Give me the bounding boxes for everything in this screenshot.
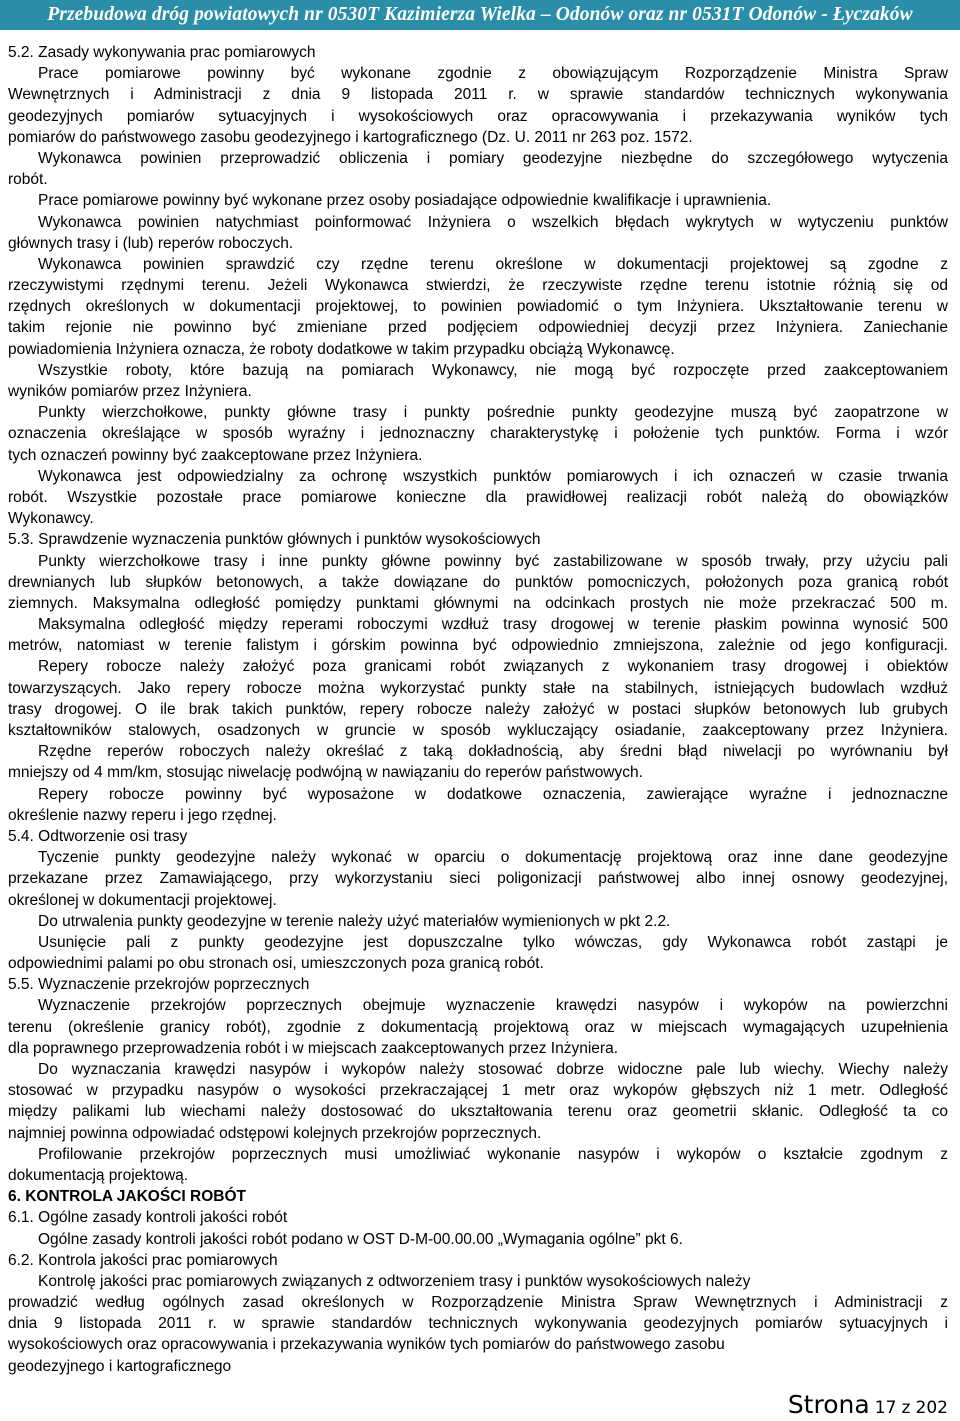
text-line: robót. Wszystkie pozostałe prace pomiarowe konieczne dla prawidłowej realizacji robót należą do obowiązków <box>8 488 948 506</box>
text-line: przekazane przez Zamawiającego, przy wykorzystaniu sieci poligonizacji państwowej albo innej osnowy geodezyjnej, <box>8 870 948 888</box>
footer-page-word: Strona <box>787 1390 870 1419</box>
text-line: Maksymalna odległość między reperami roboczymi wzdłuż trasy drogowej w terenie płaskim powinna wynosić 500 <box>38 616 948 634</box>
text-line: Wszystkie roboty, które bazują na pomiarach Wykonawcy, nie mogą być rozpoczęte przed zaakceptowaniem <box>38 361 948 379</box>
text-line: rzędnych określonych w dokumentacji projektowej, to powinien powiadomić o tym Inżyniera. Ukształtowanie terenu w <box>8 298 948 316</box>
text-line: rzeczywistymi rzędnymi terenu. Jeżeli Wykonawca stwierdzi, że rzeczywiste rzędne terenu istotnie różnią się od <box>8 277 948 295</box>
text-line: Rzędne reperów roboczych należy określać z taką dokładnością, aby średni błąd niwelacji po wyrównaniu był <box>38 743 948 761</box>
text-line: wysokościowych oraz opracowywania i przekazywania wyników tych pomiarów do państwowego zasobu <box>8 1336 725 1354</box>
text-line: wyników pomiarów przez Inżyniera. <box>8 383 252 400</box>
text-line: robót. <box>8 171 48 189</box>
text-line: terenu (określenie granicy robót), zgodnie z dokumentacją projektową oraz w miejscach wymagających uzupełnienia <box>8 1018 948 1036</box>
text-line: Tyczenie punkty geodezyjne należy wykonać w oparciu o dokumentację projektową oraz inne dane geodezyjne <box>38 849 948 867</box>
text-line: tych oznaczeń powinny być zaakceptowane przez Inżyniera. <box>8 446 423 464</box>
text-line: Do utrwalenia punkty geodezyjne w terenie należy użyć materiałów wymienionych w pkt 2.2. <box>38 912 671 930</box>
text-line: 5.5. Wyznaczenie przekrojów poprzecznych <box>8 976 310 994</box>
text-line: Punkty wierzchołkowe, punkty główne trasy i punkty pośrednie punkty geodezyjne muszą być zaopatrzone w <box>38 404 948 422</box>
text-line: Kontrolę jakości prac pomiarowych związanych z odtworzeniem trasy i punktów wysokościowych należy <box>38 1272 751 1290</box>
text-line: określenie nazwy reperu i jego rzędnej. <box>8 806 277 824</box>
text-line: Repery robocze należy założyć poza granicami robót związanych z wykonaniem trasy drogowej i obiektów <box>38 658 948 676</box>
text-line: stosować w przypadku nasypów o wysokości przekraczającej 1 metr oraz wykopów głębszych niż 1 metr. Odległość <box>8 1082 948 1100</box>
footer-page-number: 17 <box>874 1398 897 1418</box>
text-line: najmniej powinna odpowiadać odstępowi kolejnych przekrojów poprzecznych. <box>8 1124 542 1142</box>
text-line: towarzyszących. Jako repery robocze można wykorzystać punkty stałe na stabilnych, istniejących budowlach wzdłuż <box>8 679 948 697</box>
text-line: Wykonawca powinien przeprowadzić obliczenia i pomiary geodezyjne niezbędne do szczegółowego wytyczenia <box>38 149 948 167</box>
text-line: metrów, natomiast w terenie falistym i górskim powinna być odpowiednio zmniejszona, zależnie od jego konfiguracji. <box>8 637 948 655</box>
text-line: między palikami lub wiechami należy dostosować do ukształtowania terenu oraz geometrii skłanic. Odległość ta co <box>8 1103 948 1121</box>
text-line: ziemnych. Maksymalna odległość pomiędzy punktami głównymi na odcinkach prostych nie może przekraczać 500 m. <box>8 594 948 612</box>
text-line: geodezyjnych pomiarów sytuacyjnych i wysokościowych oraz opracowywania i przekazywania wyników tych <box>8 107 948 125</box>
text-line: oznaczenia określające w sposób wyraźny i jednoznaczny charakterystykę i położenie tych punktów. Forma i wzór <box>8 425 948 443</box>
page-header <box>0 0 960 30</box>
text-line: kształtowników stalowych, osadzonych w gruncie w sposób wykluczający osiadanie, zaakceptowany przez Inżyniera. <box>8 722 948 739</box>
text-line: Do wyznaczania krawędzi nasypów i wykopów należy stosować dobrze widoczne pale lub wiechy. Wiechy należy <box>38 1061 948 1078</box>
text-line: powiadomienia Inżyniera oznacza, że roboty dodatkowe w takim przypadku obciążą Wykonawcę. <box>8 340 675 358</box>
text-line: 5.2. Zasady wykonywania prac pomiarowych <box>8 44 316 61</box>
text-line: Repery robocze powinny być wyposażone w dodatkowe oznaczenia, zawierające wyraźne i jednoznaczne <box>38 785 948 803</box>
text-line: Wykonawcy. <box>8 510 94 528</box>
page-footer <box>788 1390 948 1419</box>
text-line: Usunięcie pali z punkty geodezyjne jest dopuszczalne tylko wówczas, gdy Wykonawca robót zastąpi je <box>38 933 948 951</box>
text-line: Wykonawca powinien sprawdzić czy rzędne terenu określone w dokumentacji projektowej są zgodne z <box>38 255 948 273</box>
text-line: mniejszy od 4 mm/km, stosując niwelację podwójną w nawiązaniu do reperów państwowych. <box>8 764 643 782</box>
text-line: Wyznaczenie przekrojów poprzecznych obejmuje wyznaczenie krawędzi nasypów i wykopów na powierzchni <box>38 997 948 1015</box>
text-line: 6. KONTROLA JAKOŚCI ROBÓT <box>8 1188 246 1206</box>
text-line: Prace pomiarowe powinny być wykonane zgodnie z obowiązującym Rozporządzenie Ministra Spraw <box>38 65 948 83</box>
text-line: prowadzić według ogólnych zasad określonych w Rozporządzenie Ministra Spraw Wewnętrznych i Administracji z <box>8 1294 948 1312</box>
text-line: Punkty wierzchołkowe trasy i inne punkty główne powinny być zastabilizowane w sposób trwały, przy użyciu pali <box>38 552 948 570</box>
footer-of-word: z <box>901 1398 911 1418</box>
text-line: Wykonawca jest odpowiedzialny za ochronę wszystkich punktów pomiarowych i ich oznaczeń w czasie trwania <box>38 467 948 485</box>
document-body <box>8 42 948 1377</box>
footer-total-pages: 202 <box>915 1398 948 1418</box>
header-title: Przebudowa dróg powiatowych nr 0530T Kazimierza Wielka – Odonów oraz nr 0531T Odonów - Łyczaków <box>47 4 913 25</box>
text-line: takim rejonie nie powinno być zmieniane przed podjęciem odpowiedniej decyzji przez Inżyniera. Zaniechanie <box>8 319 948 337</box>
text-line: Wewnętrznych i Administracji z dnia 9 listopada 2011 r. w sprawie standardów technicznych wykonywania <box>8 86 948 104</box>
text-line: określonej w dokumentacji projektowej. <box>8 891 277 909</box>
text-line: geodezyjnego i kartograficznego <box>8 1357 232 1375</box>
text-line: pomiarów do państwowego zasobu geodezyjnego i kartograficznego (Dz. U. 2011 nr 263 poz. 1572. <box>8 128 693 146</box>
text-line: dnia 9 listopada 2011 r. w sprawie standardów technicznych wykonywania geodezyjnych pomiarów sytuacyjnych i <box>8 1315 948 1333</box>
text-line: głównych trasy i (lub) reperów roboczych. <box>8 234 294 252</box>
text-line: 5.3. Sprawdzenie wyznaczenia punktów głównych i punktów wysokościowych <box>8 531 541 549</box>
text-line: Profilowanie przekrojów poprzecznych musi umożliwiać wykonanie nasypów i wykopów o kształcie zgodnym z <box>38 1145 948 1163</box>
text-line: Wykonawca powinien natychmiast poinformować Inżyniera o wszelkich błędach wykrytych w wytyczeniu punktów <box>38 213 948 231</box>
text-line: Ogólne zasady kontroli jakości robót podano w OST D-M-00.00.00 „Wymagania ogólne” pkt 6. <box>38 1230 683 1248</box>
text-line: odpowiednimi palami po obu stronach osi, umieszczonych poza granicą robót. <box>8 955 544 973</box>
text-line: Prace pomiarowe powinny być wykonane przez osoby posiadające odpowiednie kwalifikacje i uprawnienia. <box>38 192 772 210</box>
text-line: 6.2. Kontrola jakości prac pomiarowych <box>8 1251 278 1269</box>
text-line: dokumentacją projektową. <box>8 1166 189 1184</box>
text-line: drewnianych lub słupków betonowych, a także dowiązane do punktów pomocniczych, położonych poza granicą robót <box>8 573 948 591</box>
text-line: dla poprawnego przeprowadzenia robót i w miejscach zaakceptowanych przez Inżyniera. <box>8 1039 618 1057</box>
text-line: 6.1. Ogólne zasady kontroli jakości robót <box>8 1209 288 1227</box>
text-line: 5.4. Odtworzenie osi trasy <box>8 827 188 845</box>
text-line: trasy drogowej. O ile brak takich punktów, repery robocze należy założyć w postaci słupków betonowych lub grubych <box>8 700 948 718</box>
